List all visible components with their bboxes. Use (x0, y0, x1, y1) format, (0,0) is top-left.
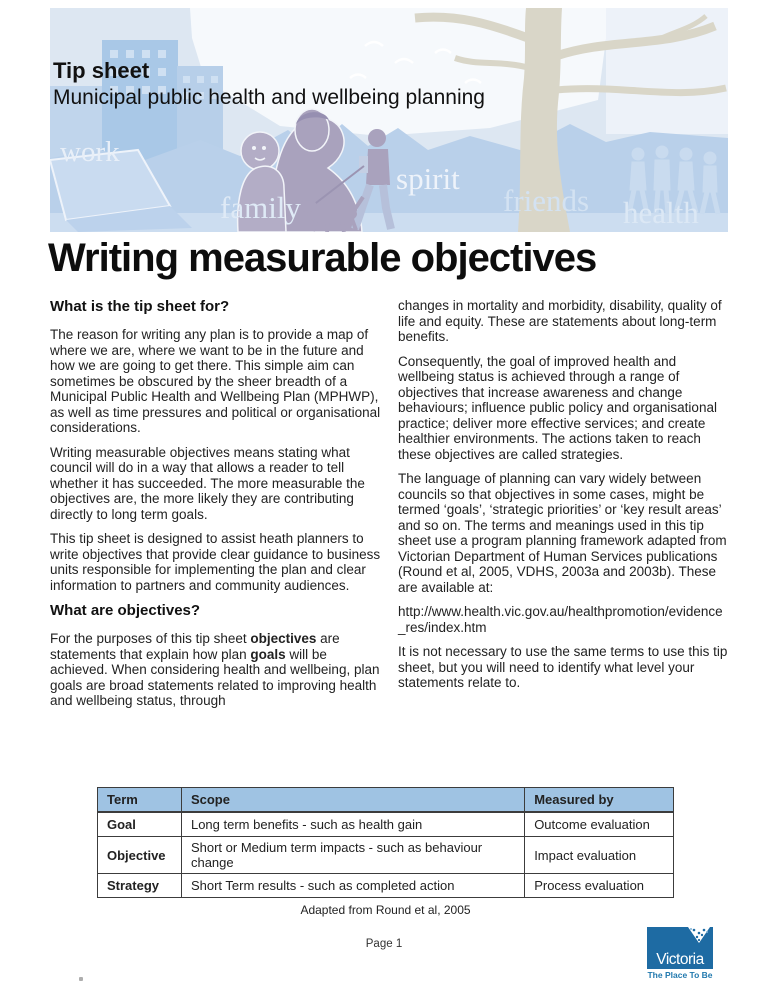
left-column (50, 298, 386, 718)
page-number: Page 1 (365, 938, 403, 950)
page-title: Writing measurable objectives (48, 236, 597, 280)
terms-table-block (97, 787, 674, 917)
reference-url: http://www.health.vic.gov.au/healthpromotion/evidence_res/index.htm (398, 604, 723, 635)
victoria-logo-wordmark: Victoria (656, 951, 704, 968)
victoria-logo-tagline: The Place To Be (647, 970, 713, 980)
body-paragraph: It is not necessary to use the same terms to use this tip sheet, but you will need to identify what level your statements relate to. (398, 644, 728, 690)
section-heading-what-are-objectives: What are objectives? (50, 602, 201, 619)
word-spirit: spirit (396, 161, 460, 196)
cell-measured-by: Impact evaluation (525, 837, 674, 874)
body-paragraph: This tip sheet is designed to assist heath planners to write objectives that provide clear guidance to business units responsible for implementing the plan and clear information to partners and community audiences. (50, 531, 381, 593)
terms-table (97, 787, 674, 898)
banner-eyebrow: Tip sheet (53, 58, 150, 83)
victoria-logo (647, 927, 713, 981)
body-paragraph: The language of planning can vary widely between councils so that objectives in some cases, might be termed ‘goals’, ‘strategic priorities’ or ‘key result areas’ and so on. The terms and meanings used in this tip sheet use a program planning framework adapted from Victorian Department of Human Services publications (Round et al, 2005, VDHS, 2003a and 2003b). These are available at: (398, 471, 727, 595)
body-paragraph: Consequently, the goal of improved health and wellbeing status is achieved through a range of objectives that increase awareness and change behaviours; influence public policy and organisational practice; deliver more effective services; and create healthier environments. The actions taken to reach these objectives are called strategies. (398, 353, 717, 462)
scan-artifact-dot (79, 977, 83, 981)
cell-scope: Short or Medium term impacts - such as behaviour change (181, 837, 524, 874)
cell-scope: Long term benefits - such as health gain (181, 812, 524, 837)
word-work: work (60, 136, 120, 168)
cell-measured-by: Outcome evaluation (525, 812, 674, 837)
table-row (98, 812, 674, 837)
section-heading-tip-sheet-for: What is the tip sheet for? (50, 298, 230, 315)
cell-term: Objective (98, 837, 182, 874)
body-paragraph: changes in mortality and morbidity, disability, quality of life and equity. These are statements about long-term benefits. (398, 298, 722, 344)
banner-title-block (53, 57, 485, 111)
col-header-measured-by: Measured by (525, 788, 674, 813)
table-row (98, 874, 674, 898)
cell-term: Strategy (98, 874, 182, 898)
table-row (98, 837, 674, 874)
body-paragraph: The reason for writing any plan is to provide a map of where we are, where we want to be in the future and how we are going to get there. This simple aim can sometimes be obscured by the sheer breadth of a Municipal Public Health and Wellbeing Plan (MPHWP), as well as time pressures and political or organisational considerations. (50, 327, 381, 435)
header-banner (50, 8, 728, 232)
body-paragraph: For the purposes of this tip sheet objectives are statements that explain how plan goals will be achieved. When considering health and wellbeing, plan goals are broad statements related to improving health and wellbeing status, through (50, 631, 380, 708)
victoria-logo-icon (647, 927, 713, 981)
table-header-row (98, 788, 674, 813)
col-header-scope: Scope (181, 788, 524, 813)
right-column (398, 298, 730, 700)
banner-subtitle: Municipal public health and wellbeing planning (53, 86, 485, 109)
word-family: family (220, 190, 301, 225)
cell-scope: Short Term results - such as completed action (181, 874, 524, 898)
table-caption: Adapted from Round et al, 2005 (300, 903, 471, 917)
cell-term: Goal (98, 812, 182, 837)
col-header-term: Term (98, 788, 182, 813)
cell-measured-by: Process evaluation (525, 874, 674, 898)
body-paragraph: Writing measurable objectives means stating what council will do in a way that allows a reader to tell whether it has succeeded. The more measurable the objectives are, the more likely they are contributing directly to long term goals. (50, 444, 365, 522)
banner-illustration (50, 8, 728, 232)
word-friends: friends (503, 183, 590, 218)
word-health: health (623, 195, 699, 230)
